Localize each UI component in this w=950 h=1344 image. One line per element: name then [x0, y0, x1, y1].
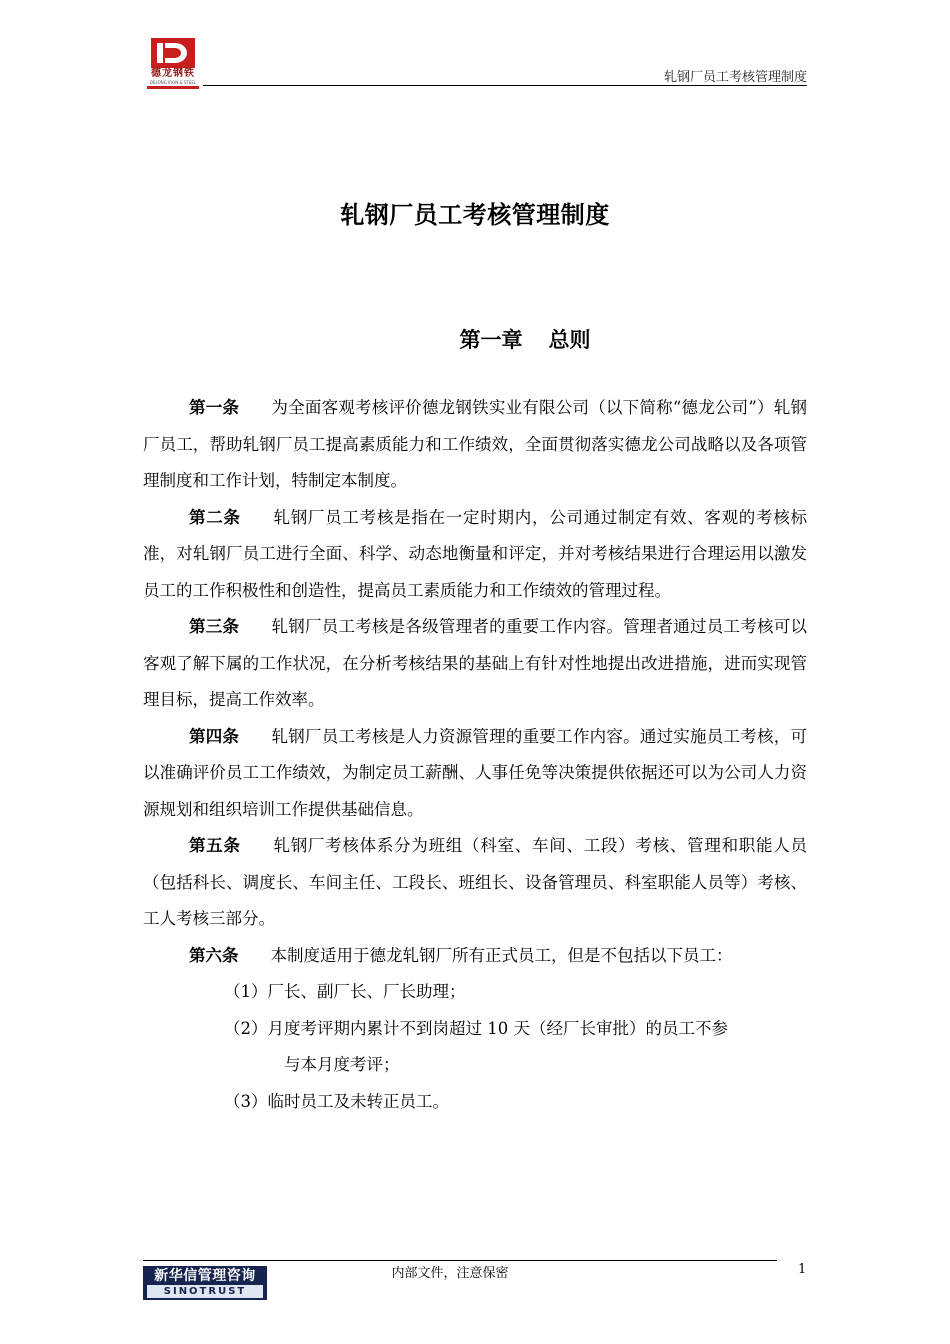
consultant-name-en: SINOTRUST: [147, 1285, 263, 1298]
exclusion-item-line: （2）月度考评期内累计不到岗超过 10 天（经厂长审批）的员工不参: [224, 1018, 728, 1038]
article-paragraph: [143, 719, 807, 829]
chapter-name: 总则: [548, 328, 591, 352]
chapter-heading: [0, 324, 950, 354]
article-text: 本制度适用于德龙轧钢厂所有正式员工，但是不包括以下员工：: [270, 945, 733, 965]
running-header-title: 轧钢厂员工考核管理制度: [663, 70, 807, 85]
article-label: 第四条: [189, 726, 240, 746]
page-number: 1: [798, 1262, 807, 1277]
consultant-logo: [143, 1266, 267, 1300]
delong-logo-icon: [151, 38, 195, 68]
article-paragraph: [143, 828, 807, 938]
exclusion-item: （3）临时员工及未转正员工。: [224, 1091, 449, 1111]
document-body: [143, 390, 807, 1120]
article-label: 第二条: [189, 507, 241, 527]
article-text: 轧钢厂员工考核是人力资源管理的重要工作内容。通过实施员工考核，可以准确评价员工工作绩效，为制定员工薪酬、人事任免等决策提供依据还可以为公司人力资源规划和组织培训工作提供基础信息。: [143, 726, 808, 819]
consultant-name-cn: 新华信管理咨询: [154, 1268, 256, 1284]
article-label: 第一条: [189, 398, 240, 417]
article-label: 第三条: [189, 617, 240, 636]
document-title: 轧钢厂员工考核管理制度: [340, 201, 610, 229]
confidential-notice: 内部文件，注意保密: [391, 1266, 509, 1281]
logo-text: 德龙钢铁: [151, 68, 195, 79]
company-logo: [143, 38, 203, 90]
logo-subtext: DELONG IRON & STEEL: [149, 80, 197, 85]
article-label: 第五条: [189, 836, 241, 855]
article-paragraph: [143, 609, 807, 719]
article-text: 为全面客观考核评价德龙钢铁实业有限公司（以下简称“德龙公司”）轧钢厂员工，帮助轧钢厂员工提高素质能力和工作绩效，全面贯彻落实德龙公司战略以及各项管理制度和工作计划，特制定本制度。: [143, 398, 808, 490]
logo-underline: [147, 86, 199, 89]
article-paragraph: [143, 500, 807, 610]
article-text: 轧钢厂员工考核是指在一定时期内，公司通过制定有效、客观的考核标准，对轧钢厂员工进行全面、科学、动态地衡量和评定，并对考核结果进行合理运用以激发员工的工作积极性和创造性，提高员工素质能力和工作绩效的管理过程。: [143, 507, 808, 600]
article-paragraph: [143, 390, 807, 500]
exclusion-item-continuation: 与本月度考评；: [284, 1055, 400, 1074]
exclusion-item: [143, 1011, 807, 1084]
footer-divider: [143, 1260, 777, 1261]
header-divider: [203, 85, 807, 86]
article-paragraph: [143, 938, 807, 975]
exclusion-item: （1）厂长、副厂长、厂长助理；: [224, 982, 466, 1001]
article-text: 轧钢厂员工考核是各级管理者的重要工作内容。管理者通过员工考核可以客观了解下属的工作状况，在分析考核结果的基础上有针对性地提出改进措施，进而实现管理目标，提高工作效率。: [143, 617, 808, 709]
article-text: 轧钢厂考核体系分为班组（科室、车间、工段）考核、管理和职能人员（包括科长、调度长、车间主任、工段长、班组长、设备管理员、科室职能人员等）考核、工人考核三部分。: [143, 836, 808, 928]
article-label: 第六条: [189, 945, 239, 965]
chapter-number: 第一章: [459, 328, 523, 352]
